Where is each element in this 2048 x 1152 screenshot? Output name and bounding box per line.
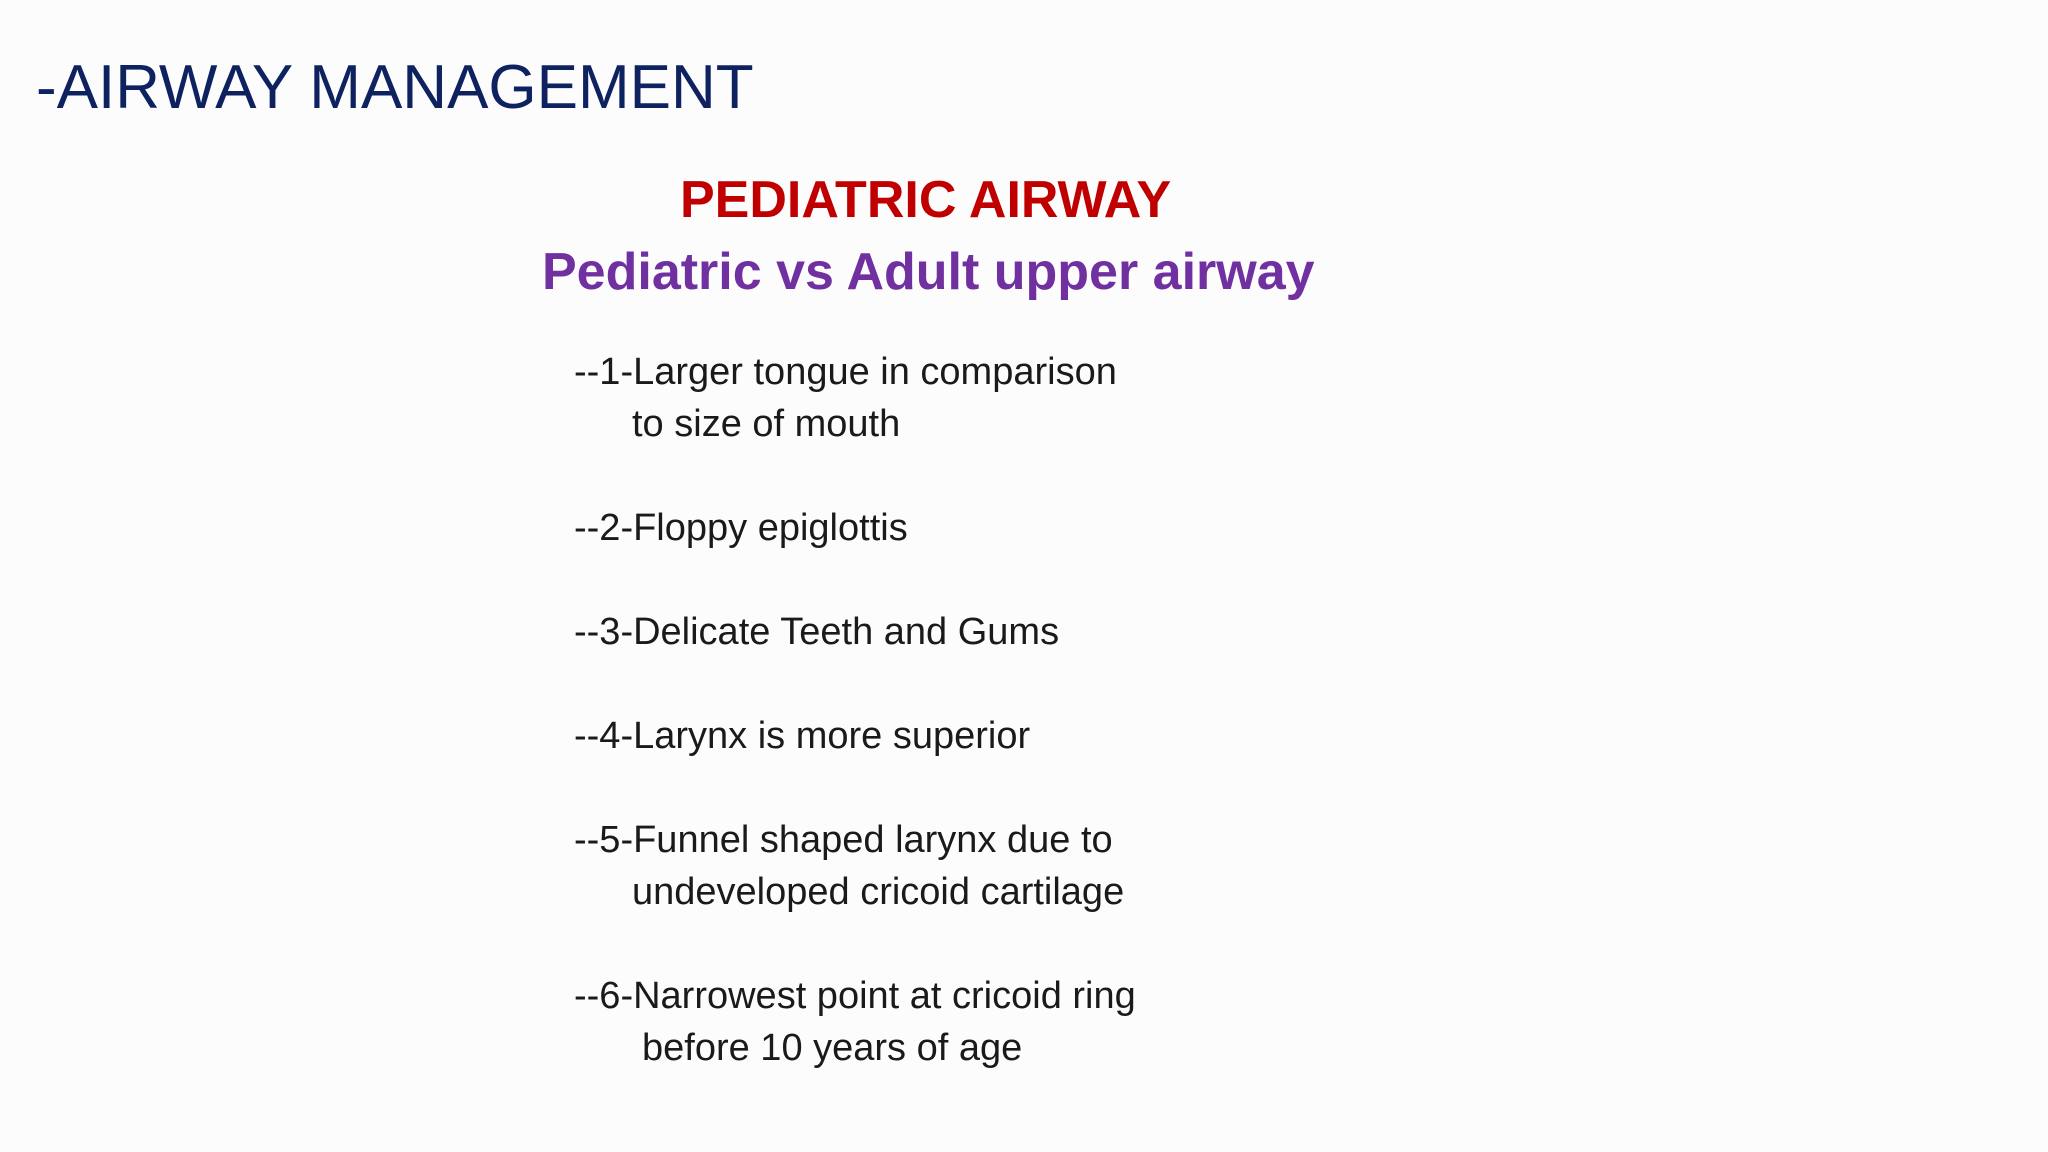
slide-subheading: Pediatric vs Adult upper airway (542, 243, 1315, 301)
point-4 (574, 710, 1374, 762)
point-5 (574, 814, 1374, 918)
point-3 (574, 606, 1374, 658)
section-title: -AIRWAY MANAGEMENT (36, 53, 754, 122)
point-6-line-1: --6-Narrowest point at cricoid ring (574, 975, 1136, 1017)
point-3-line-1: --3-Delicate Teeth and Gums (574, 611, 1060, 653)
point-6 (574, 970, 1374, 1074)
point-2-line-1: --2-Floppy epiglottis (574, 507, 908, 549)
point-1-line-1: --1-Larger tongue in comparison (574, 351, 1117, 393)
point-5-line-1: --5-Funnel shaped larynx due to (574, 819, 1113, 861)
point-6-line-2: before 10 years of age (642, 1027, 1023, 1069)
point-1 (574, 346, 1374, 450)
point-1-line-2: to size of mouth (632, 403, 901, 445)
point-5-line-2: undeveloped cricoid cartilage (632, 871, 1125, 913)
point-list (574, 346, 1374, 1126)
point-4-line-1: --4-Larynx is more superior (574, 715, 1031, 757)
point-2 (574, 502, 1374, 554)
slide-heading: PEDIATRIC AIRWAY (680, 171, 1172, 229)
